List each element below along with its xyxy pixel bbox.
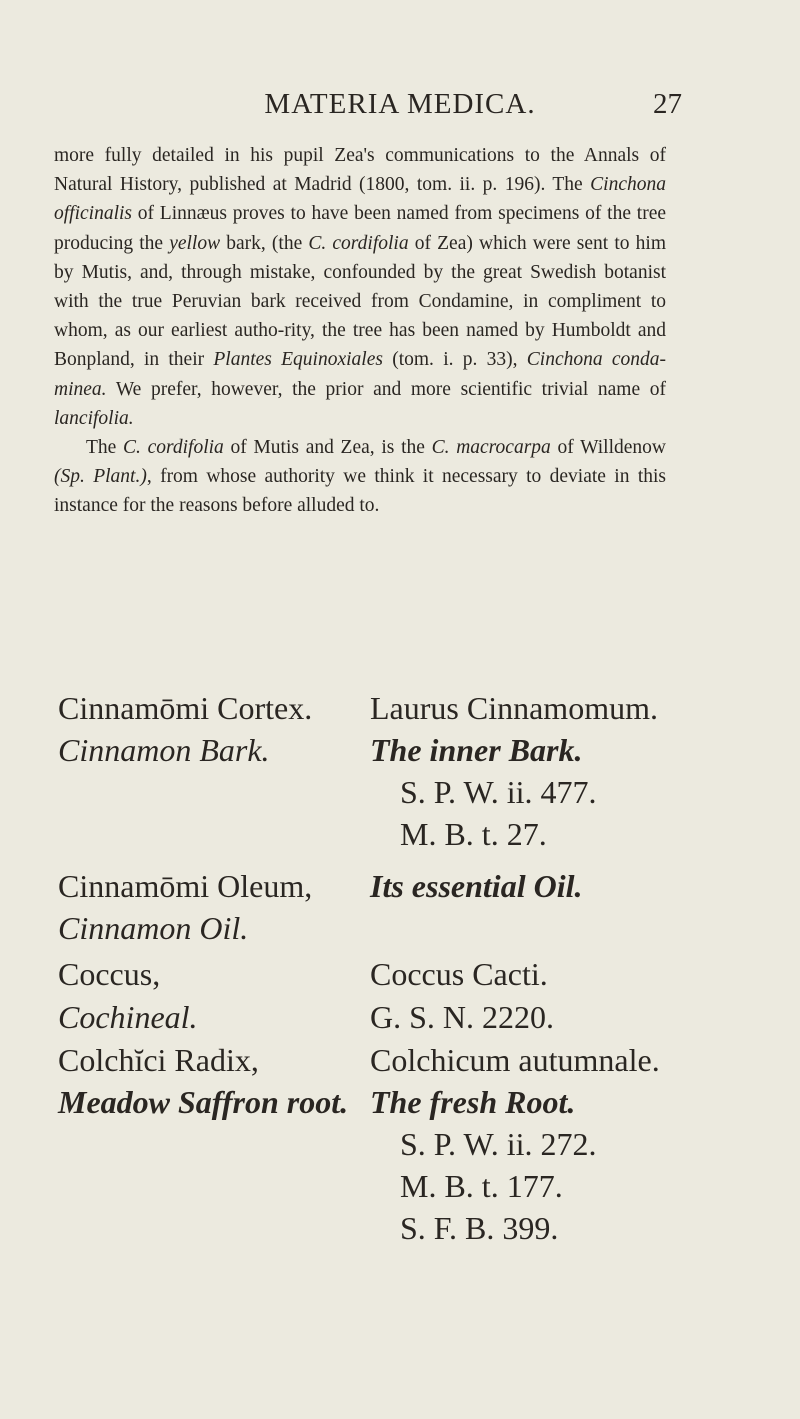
text-run: The — [86, 437, 124, 459]
entry-botanical-name: Colchicum autumnale. — [370, 1042, 660, 1078]
text-run: , from whose authority we think it necessary to deviate in this instance for the reasons before alluded to. — [54, 466, 666, 517]
entry-reference: G. S. N. 2220. — [370, 999, 555, 1035]
entry-botanical-name: Coccus Cacti. — [370, 956, 548, 992]
species-name: C. cordifolia — [123, 437, 224, 459]
citation: (Sp. Plant.) — [54, 466, 147, 488]
text-run: of Mutis and Zea, is the — [223, 437, 432, 459]
text-run: of Willdenow — [550, 437, 666, 459]
entry-reference: S. P. W. ii. 477. — [400, 774, 597, 810]
emphasis: yellow — [169, 232, 221, 254]
entry-name: Cinnamōmi Cortex. — [58, 690, 313, 726]
text-run: bark, (the — [220, 232, 309, 254]
text-run: of Linnæus proves to have been named from specimens of the tree producing the — [54, 203, 666, 254]
text-run: more fully detailed in his pupil Zea's communications to the Annals of Natural History, published at Madrid (1800, tom. ii. p. 196). The — [54, 145, 666, 196]
species-name: Cinchona officinalis — [54, 174, 666, 225]
entry-name: Cinnamōmi Oleum, — [58, 868, 313, 904]
text-run: (tom. i. p. 33), — [382, 349, 527, 371]
entry-reference: M. B. t. 27. — [400, 816, 547, 852]
entry-english: Meadow Saffron root. — [58, 1084, 349, 1120]
species-name: Cinchona conda-minea. — [54, 349, 667, 400]
text-run: of Zea) which were sent to him by Mutis, and, through mistake, confounded by the great Swedish botanist with the true Peruvian bark received from Condamine, in compliment to whom, as our earliest autho-rity, the tree has been named by Humboldt and Bonpland, in their — [54, 232, 667, 371]
entry-name: Colchĭci Radix, — [58, 1042, 259, 1078]
entry-reference: S. P. W. ii. 272. — [400, 1126, 597, 1162]
entry-part: Its essential Oil. — [370, 868, 583, 904]
entry-english: Cinnamon Oil. — [58, 910, 249, 946]
entry-english: Cinnamon Bark. — [58, 732, 270, 768]
entry-english: Cochineal. — [58, 999, 198, 1035]
species-name: C. macrocarpa — [431, 437, 551, 459]
book-title: Plantes Equinoxiales — [213, 349, 383, 371]
species-name: lancifolia. — [54, 407, 134, 429]
running-title: MATERIA MEDICA. — [264, 88, 536, 120]
entry-part: The inner Bark. — [370, 732, 583, 768]
text-run: We prefer, however, the prior and more scientific trivial name of — [106, 378, 666, 400]
page-number: 27 — [653, 88, 682, 120]
entry-part: The fresh Root. — [370, 1084, 576, 1120]
entry-reference: S. F. B. 399. — [400, 1210, 559, 1246]
species-name: C. cordifolia — [308, 232, 409, 254]
entry-reference: M. B. t. 177. — [400, 1168, 563, 1204]
entry-name: Coccus, — [58, 956, 161, 992]
entry-botanical-name: Laurus Cinnamomum. — [370, 690, 658, 726]
